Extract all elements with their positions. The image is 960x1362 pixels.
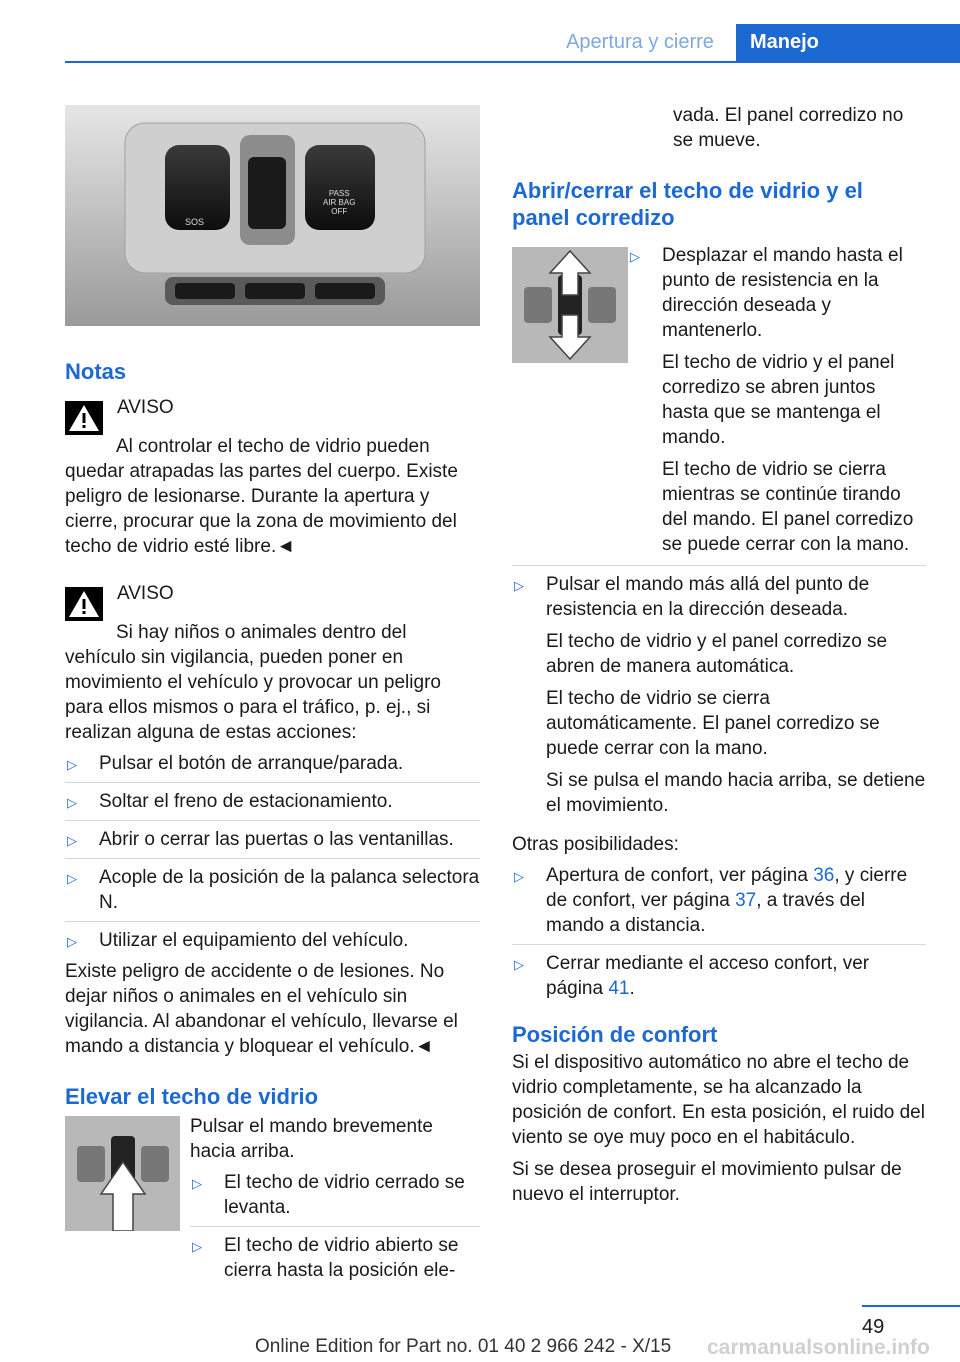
triangle-bullet-icon: ▷ [67, 934, 77, 949]
warning-block-1 [65, 395, 480, 435]
raise-section [65, 1114, 480, 1283]
warning-1-label: AVISO [117, 397, 174, 418]
page-header [0, 24, 960, 62]
raise-intro: Pulsar el mando brevemente hacia arriba. [190, 1116, 433, 1162]
edition-text: Online Edition for Part no. 01 40 2 966 242 - X/15 [255, 1336, 672, 1357]
triangle-bullet-icon: ▷ [514, 957, 524, 972]
other-options-intro: Otras posibilidades: [512, 834, 679, 855]
comfort-p2: Si se desea proseguir el movimiento pulsar de nuevo el interruptor. [512, 1159, 902, 1205]
watermark: carmanualsonline.info [707, 1336, 930, 1359]
sos-button-label: SOS [185, 217, 205, 227]
footer-rule [862, 1305, 960, 1307]
page-number: 49 [862, 1316, 885, 1338]
warning-triangle-icon [65, 401, 103, 435]
list-item: ▷ Pulsar el mando más allá del punto de resistencia en la dirección deseada. El techo de vidrio y el panel corredizo se abren de manera automática. El techo de vidrio se cierra automáticamente. El panel corredizo se puede cerrar con la mano. Si se pulsa el mando hacia arriba, se detiene el movimiento. [514, 574, 926, 816]
triangle-bullet-icon: ▷ [192, 1239, 202, 1254]
arrow-up-icon [65, 1116, 180, 1231]
triangle-bullet-icon: ▷ [630, 249, 640, 264]
triangle-bullet-icon: ▷ [67, 871, 77, 886]
switch-updown-photo [512, 247, 628, 363]
passenger-airbag-label: PASS AIR BAG OFF [323, 189, 356, 216]
open-close-section [512, 243, 926, 557]
list-item: ▷ Soltar el freno de estacionamiento. [65, 782, 480, 814]
warning-2-list [65, 751, 480, 953]
list-item: ▷ El techo de vidrio abierto se cierra hasta la posición ele- [190, 1226, 480, 1283]
raise-glass-roof-heading: Elevar el techo de vidrio [65, 1084, 319, 1109]
header-rule [65, 61, 960, 63]
comfort-p1: Si el dispositivo automático no abre el techo de vidrio completamente, se ha alcanzado la posición de confort. En esta posición, el ruido del viento se oye muy poco en el habitáculo. [512, 1052, 925, 1148]
open-close-heading: Abrir/cerrar el techo de vidrio y el panel corredizo [512, 178, 863, 230]
triangle-bullet-icon: ▷ [514, 578, 524, 593]
list-item: ▷ El techo de vidrio cerrado se levanta. [192, 1172, 465, 1218]
overhead-console-illustration [65, 105, 480, 326]
page-link-41[interactable]: 41 [608, 978, 630, 999]
list-item: ▷ Cerrar mediante el acceso confort, ver página 41. [512, 944, 926, 1001]
open-close-list-1 [628, 243, 926, 557]
warning-2-label: AVISO [117, 583, 174, 604]
triangle-bullet-icon: ▷ [192, 1176, 202, 1191]
raise-list [190, 1170, 480, 1283]
triangle-bullet-icon: ▷ [514, 869, 524, 884]
right-column [512, 105, 926, 1207]
tab-apertura-y-cierre[interactable]: Apertura y cierre [566, 31, 714, 53]
page-link-37[interactable]: 37 [735, 890, 757, 911]
warning-triangle-icon [65, 587, 103, 621]
page-link-36[interactable]: 36 [813, 865, 835, 886]
triangle-bullet-icon: ▷ [67, 795, 77, 810]
arrow-up-down-icon [512, 247, 628, 363]
triangle-bullet-icon: ▷ [67, 833, 77, 848]
left-column [65, 105, 480, 1283]
warning-1-text: Al controlar el techo de vidrio pueden quedar atrapadas las partes del cuerpo. Existe peligro de lesionarse. Durante la apertura y cierre, procurar que la zona de movimiento del techo de vidrio esté libre.◄ [65, 436, 458, 557]
comfort-position-heading: Posición de confort [512, 1022, 718, 1047]
overhead-console-photo [65, 105, 480, 326]
warning-2-after: Existe peligro de accidente o de lesiones. No dejar niños o animales en el vehículo sin vigilancia. Al abandonar el vehículo, llevarse el mando a distancia y bloquear el vehículo.◄ [65, 961, 458, 1057]
warning-2-text: Si hay niños o animales dentro del vehículo sin vigilancia, pueden poner en movimiento el vehículo y provocar un peligro para ellos mismos o para el tráfico, p. ej., si realizan alguna de estas acciones: [65, 622, 441, 743]
triangle-bullet-icon: ▷ [67, 757, 77, 772]
tab-manejo[interactable]: Manejo [736, 24, 960, 61]
notes-heading: Notas [65, 359, 127, 384]
list-item: ▷ Apertura de confort, ver página 36, y cierre de confort, ver página 37, a través del mando a distancia. [514, 865, 908, 936]
list-item: ▷ Desplazar el mando hasta el punto de resistencia en la dirección deseada y mantenerlo. El techo de vidrio y el panel corredizo se abren juntos hasta que se mantenga el mando. El techo de vidrio se cierra mientras se continúe tirando del mando. El panel corredizo se puede cerrar con la mano. [630, 245, 914, 555]
list-item: ▷ Pulsar el botón de arranque/parada. [65, 751, 480, 776]
list-item: ▷ Acople de la posición de la palanca selectora N. [65, 858, 480, 915]
list-item: ▷ Utilizar el equipamiento del vehículo. [65, 921, 480, 953]
switch-up-photo [65, 1116, 180, 1231]
other-options-list [512, 863, 926, 1001]
list-item: ▷ Abrir o cerrar las puertas o las ventanillas. [65, 820, 480, 852]
open-close-list-2 [512, 565, 926, 818]
raise-item-2-continued: vada. El panel corredizo no se mueve. [673, 105, 904, 151]
warning-block-2 [65, 581, 480, 621]
